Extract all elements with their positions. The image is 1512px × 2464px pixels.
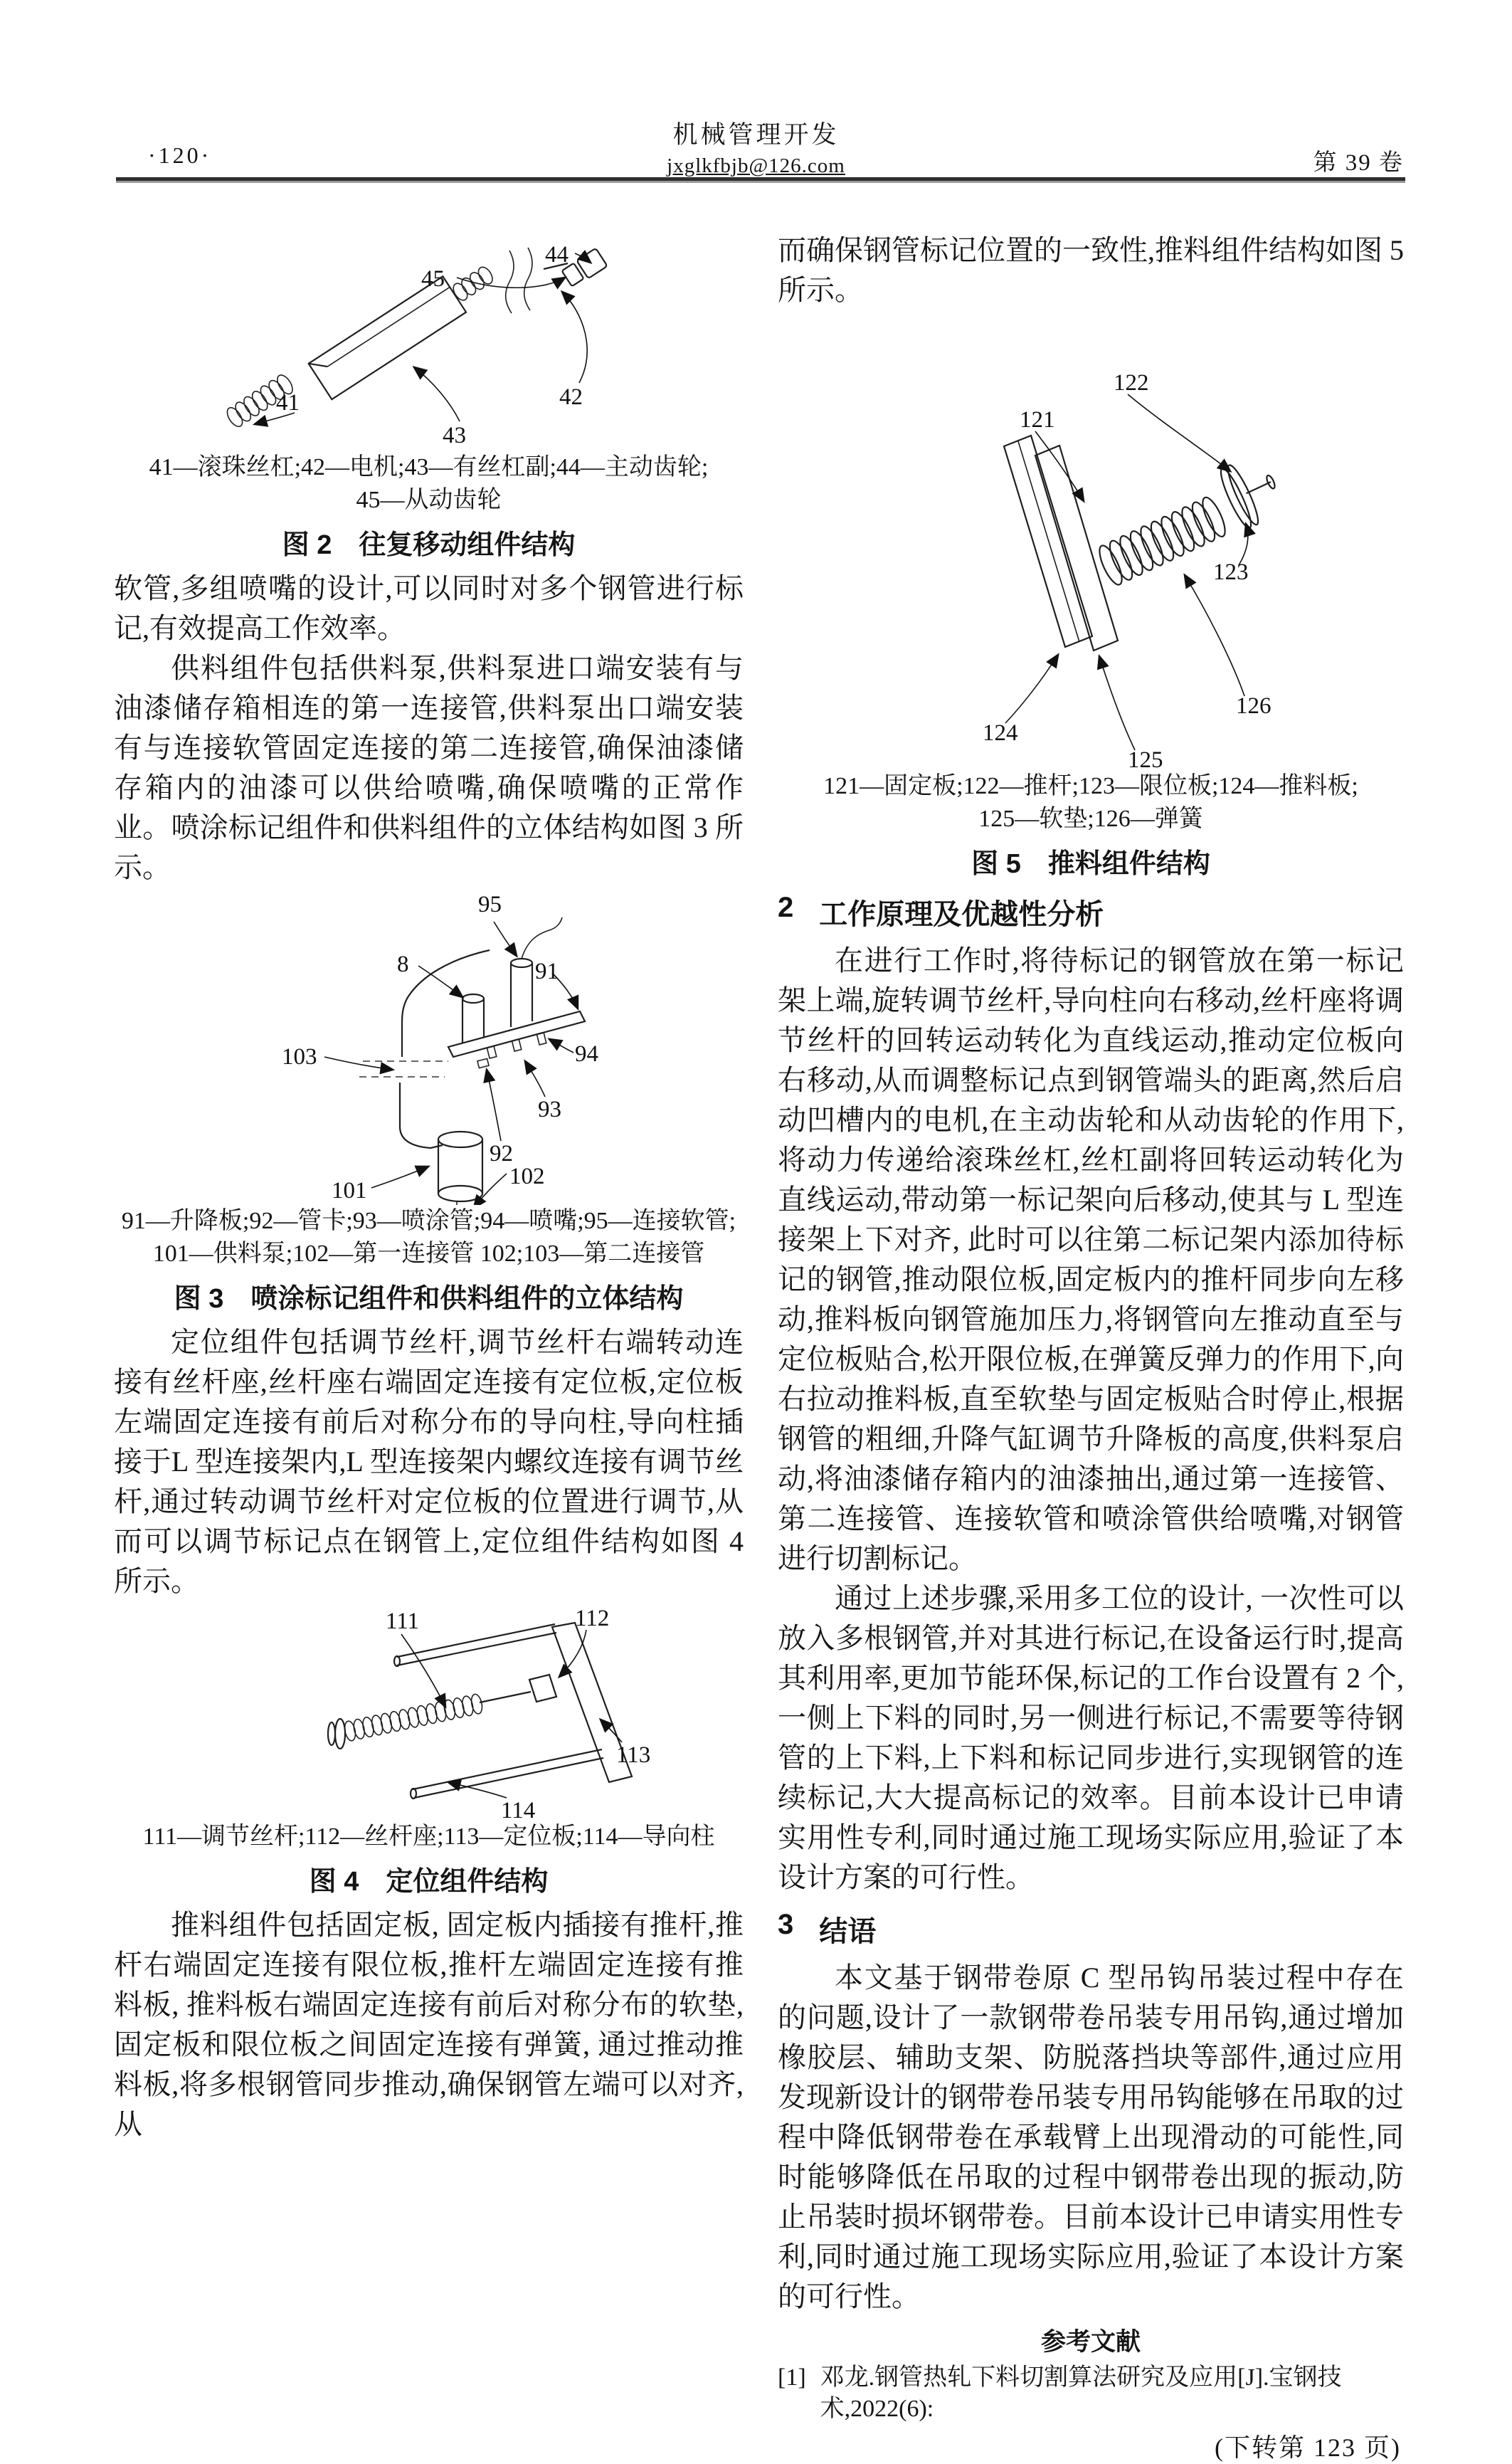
header-volume: 第 39 卷 bbox=[1313, 150, 1404, 176]
figure-part-label: 111 bbox=[386, 1609, 420, 1634]
figure-2-caption-line1: 41—滚珠丝杠;42—电机;43—有丝杠副;44—主动齿轮; bbox=[149, 454, 709, 480]
figure-part-label: 103 bbox=[282, 1044, 317, 1070]
figure-part-label: 43 bbox=[443, 423, 466, 448]
figure-4-title: 图 4 定位组件结构 bbox=[309, 1867, 549, 1897]
journal-title: 机械管理开发 bbox=[672, 121, 840, 149]
limit-plate bbox=[1216, 451, 1287, 531]
screw-seat bbox=[529, 1675, 556, 1702]
figure-part-label: 121 bbox=[1020, 407, 1055, 433]
right-paragraph-3: 通过上述步骤,采用多工位的设计, 一次性可以放入多根钢管,并对其进行标记,在设备运行时,提高其利用率,更加节能环保,标记的工作台设置有 2 个, 一侧上下料的同时,另一侧进行标记,不需要等待钢管的上下料,上下料和标记同步进行,实现钢管的连续标记,大大提高标记的效率。目前本设计已申请实用性专利,同时通过施工现场实际应用,验证了本设计方案的可行性。 bbox=[778, 1582, 1404, 1893]
figure-part-label: 8 bbox=[397, 952, 409, 977]
header-center bbox=[0, 115, 1512, 178]
second-connecting-pipe bbox=[402, 950, 490, 1057]
right-paragraph-2: 在进行工作时,将待标记的钢管放在第一标记架上端,旋转调节丝杆,导向柱向右移动,丝杆座将调节丝杆的回转运动转化为直线运动,推动定位板向右移动,从而调整标记点到钢管端头的距离,然后启动凹槽内的电机,在主动齿轮和从动齿轮的作用下,将动力传递给滚珠丝杠,丝杠副将回转运动转化为直线运动,带动第一标记架向后移动,使其与 L 型连接架上下对齐, 此时可以往第二标记架内添加待标记的钢管,推动限位板,固定板内的推杆同步向左移动,推料板向钢管施加压力,将钢管向左推动直至与定位板贴合,松开限位板,在弹簧反弹力的作用下,向右拉动推料板,直至软垫与固定板贴合时停止,根据钢管的粗细,升降气缸调节升降板的高度,供料泵启动,将油漆储存箱内的油漆抽出,通过第一连接管、第二连接管、连接软管和喷涂管供给喷嘴,对钢管进行切割标记。 bbox=[778, 944, 1404, 1574]
figure-part-label: 113 bbox=[616, 1742, 651, 1768]
figure-part-label: 95 bbox=[478, 892, 502, 917]
left-column bbox=[114, 214, 744, 2144]
right-column bbox=[778, 214, 1404, 2464]
figure-part-label: 112 bbox=[575, 1606, 610, 1631]
figure-part-label: 125 bbox=[1128, 747, 1163, 773]
figure-part-label: 94 bbox=[575, 1041, 598, 1067]
figure-3 bbox=[114, 892, 744, 1205]
figure-2-drawing bbox=[114, 231, 744, 451]
section-2-title: 工作原理及优越性分析 bbox=[819, 899, 1104, 930]
figure-part-label: 44 bbox=[545, 242, 569, 268]
figure-part-label: 126 bbox=[1236, 693, 1272, 719]
left-paragraph-2: 供料组件包括供料泵,供料泵进口端安装有与油漆储存箱相连的第一连接管,供料泵出口端安装有与连接软管固定连接的第二连接管,确保油漆储存箱内的油漆可以供给喷嘴,确保喷嘴的正常作业。喷涂标记组件和供料组件的立体结构如图 3 所示。 bbox=[114, 652, 744, 883]
figure-5-title: 图 5 推料组件结构 bbox=[971, 849, 1210, 879]
figure-part-label: 45 bbox=[421, 266, 445, 292]
figure-5-caption-line1: 121—固定板;122—推杆;123—限位板;124—推料板; bbox=[823, 773, 1358, 799]
break-line bbox=[506, 251, 514, 313]
right-paragraph-4: 本文基于钢带卷原 C 型吊钩吊装过程中存在的问题,设计了一款钢带卷吊装专用吊钩,通过增加橡胶层、辅助支架、防脱落挡块等部件,通过应用发现新设计的钢带卷吊装专用吊钩能够在吊取的过程中降低钢带卷在承载臂上出现滑动的可能性,同时能够降低在吊取的过程中钢带卷出现的振动,防止吊装时损坏钢带卷。目前本设计已申请实用性专利,同时通过施工现场实际应用,验证了本设计方案的可行性。 bbox=[778, 1962, 1404, 2312]
screw-shaft bbox=[480, 1692, 531, 1702]
section-3-title: 结语 bbox=[819, 1916, 877, 1947]
figure-2-title: 图 2 往复移动组件结构 bbox=[282, 530, 576, 560]
figure-3-title: 图 3 喷涂标记组件和供料组件的立体结构 bbox=[174, 1284, 684, 1314]
spring-coil bbox=[1095, 495, 1229, 587]
screw-housing bbox=[309, 276, 466, 399]
figure-part-label: 93 bbox=[538, 1097, 561, 1122]
figure-2 bbox=[114, 231, 744, 451]
header-page-number: ·120· bbox=[148, 142, 212, 168]
journal-email-link[interactable]: jxglkfbjb@126.com bbox=[667, 154, 845, 177]
figure-4-leaders bbox=[401, 1630, 622, 1798]
continuation-note: (下转第 123 页) bbox=[1215, 2433, 1401, 2462]
figure-3-caption-line1: 91—升降板;92—管卡;93—喷涂管;94—喷嘴;95—连接软管; bbox=[121, 1208, 736, 1234]
figure-part-label: 41 bbox=[276, 390, 300, 416]
figure-part-label: 42 bbox=[559, 384, 583, 410]
right-paragraph-1: 而确保钢管标记位置的一致性,推料组件结构如图 5 所示。 bbox=[778, 234, 1404, 306]
reference-1-text: 邓龙.钢管热轧下料切割算法研究及应用[J].宝钢技术,2022(6): bbox=[820, 2364, 1342, 2422]
section-3-heading bbox=[778, 1909, 1404, 1949]
figure-part-label: 91 bbox=[535, 959, 559, 984]
figure-4-drawing bbox=[114, 1607, 744, 1821]
figure-4 bbox=[114, 1607, 744, 1821]
left-paragraph-3: 定位组件包括调节丝杆,调节丝杆右端转动连接有丝杆座,丝杆座右端固定连接有定位板,定位板左端固定连接有前后对称分布的导向柱,导向柱插接于L 型连接架内,L 型连接架内螺纹连接有调节丝杆,通过转动调节丝杆对定位板的位置进行调节,从而可以调节标记点在钢管上,定位组件结构如图 4 所示。 bbox=[114, 1326, 744, 1597]
figure-part-label: 124 bbox=[983, 720, 1018, 746]
figure-part-label: 114 bbox=[501, 1798, 536, 1823]
figure-part-label: 123 bbox=[1213, 559, 1249, 585]
section-2-heading bbox=[778, 892, 1404, 932]
figure-part-label: 92 bbox=[490, 1141, 513, 1167]
section-3-number: 3 bbox=[778, 1909, 794, 1940]
screw-head bbox=[335, 1719, 345, 1749]
supply-pump bbox=[438, 1132, 482, 1201]
connecting-hose bbox=[522, 917, 562, 959]
break-line bbox=[524, 248, 532, 310]
fixed-plate bbox=[1035, 446, 1118, 651]
reference-1-label: [1] bbox=[778, 2364, 806, 2391]
references-heading: 参考文献 bbox=[1040, 2328, 1141, 2356]
figure-4-caption-line1: 111—调节丝杆;112—丝杆座;113—定位板;114—导向柱 bbox=[142, 1823, 715, 1850]
screw-head-cap bbox=[328, 1722, 335, 1745]
header-rule bbox=[116, 177, 1405, 183]
figure-part-label: 101 bbox=[332, 1178, 367, 1204]
figure-5-drawing bbox=[778, 315, 1404, 773]
plate-edge bbox=[1018, 441, 1079, 642]
figure-3-caption-line2: 101—供料泵;102—第一连接管 102;103—第二连接管 bbox=[152, 1241, 705, 1267]
figure-2-caption-line2: 45—从动齿轮 bbox=[356, 487, 502, 513]
figure-part-label: 122 bbox=[1114, 370, 1149, 396]
figure-3-drawing bbox=[114, 892, 744, 1205]
lifting-plate bbox=[448, 1011, 585, 1057]
nozzles bbox=[477, 1033, 546, 1068]
section-2-number: 2 bbox=[778, 892, 794, 923]
spray-pipe-right bbox=[511, 959, 532, 1027]
second-connecting-pipe-lower bbox=[400, 1083, 443, 1148]
figure-5 bbox=[778, 315, 1404, 773]
adjusting-screw-coil bbox=[343, 1693, 484, 1742]
figure-5-caption-line2: 125—软垫;126—弹簧 bbox=[978, 806, 1203, 832]
figure-part-label: 102 bbox=[509, 1164, 545, 1189]
left-paragraph-1: 软管,多组喷嘴的设计,可以同时对多个钢管进行标记,有效提高工作效率。 bbox=[114, 572, 744, 644]
reference-entry-1 bbox=[778, 2362, 1404, 2425]
left-paragraph-4: 推料组件包括固定板, 固定板内插接有推杆,推杆右端固定连接有限位板,推杆左端固定连接有推料板, 推料板右端固定连接有前后对称分布的软垫,固定板和限位板之间固定连接有弹簧, 通过推动推料板,将多根钢管同步推动,确保钢管左端可以对齐,从 bbox=[114, 1909, 744, 2140]
push-plate bbox=[1004, 436, 1092, 647]
screw-coil-upper bbox=[450, 265, 495, 302]
spray-pipe-left bbox=[462, 994, 484, 1043]
guide-column-bottom bbox=[411, 1749, 603, 1799]
